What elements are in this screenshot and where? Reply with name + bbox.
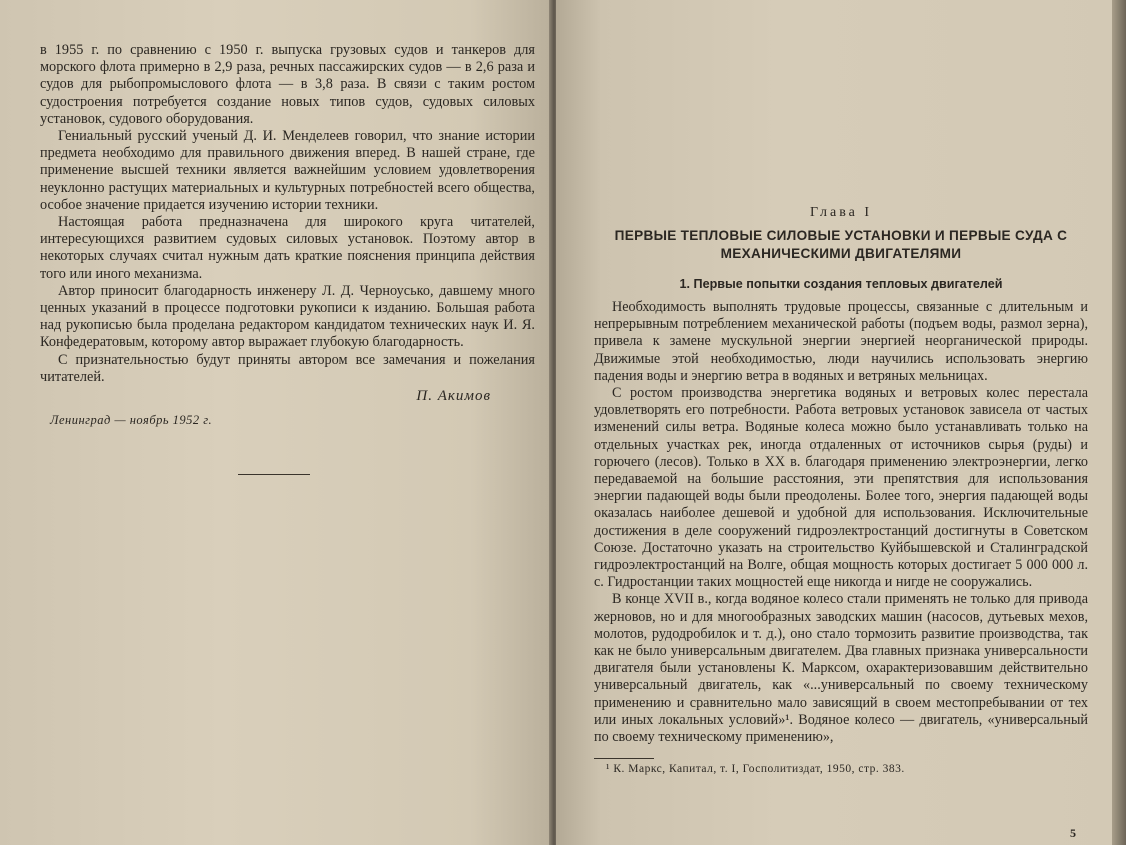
right-page bbox=[556, 0, 1118, 845]
end-rule bbox=[238, 474, 310, 475]
left-paragraph-3: Настоящая работа предназначена для широкого круга читателей, интересующихся развитием судовых силовых установок. Поэтому автор в некоторых случаях считал нужным дать краткие пояснения принципа действия того или иного механизма. bbox=[40, 214, 535, 282]
author-signature: П. Акимов bbox=[416, 388, 491, 405]
right-paragraph-2: С ростом производства энергетика водяных и ветровых колес перестала удовлетворять его потребности. Работа ветровых установок зависела от частых изменений силы ветра. Водяные колеса можно было устанавливать только на отдельных участках рек, иногда отдаленных от источников сырья (руды) и горючего (лесов). Только в XX в. благодаря применению электроэнергии, легко передаваемой на большие расстояния, эти препятствия для использования энергии падающей воды были преодолены. Более того, энергия падающей воды оказалась наиболее дешевой и удобной для использования. Исключительные достижения в деле сооружений гидроэлектростанций достигнуты в Советском Союзе. Достаточно указать на строительство Куйбышевской и Сталинградской гидроэлектростанций на Волге, общая мощность которых достигает 5 000 000 л. с. Гидростанции таких мощностей еще никогда и нигде не сооружались. bbox=[594, 385, 1088, 591]
page-number: 5 bbox=[1070, 826, 1076, 840]
left-paragraph-2: Гениальный русский ученый Д. И. Менделеев говорил, что знание истории предмета необходимо для правильного движения вперед. В нашей стране, где применение высшей техники является важнейшим условием удовлетворения неуклонно растущих материальных и культурных потребностей всего общества, особое значение придается изучению истории техники. bbox=[40, 128, 535, 213]
left-paragraph-5: С признательностью будут приняты автором все замечания и пожелания читателей. bbox=[40, 351, 535, 385]
footnote: ¹ К. Маркс, Капитал, т. I, Госполитиздат, 1950, стр. 383. bbox=[606, 763, 905, 776]
left-paragraph-4: Автор приносит благодарность инженеру Л. Д. Черноусько, давшему много ценных указаний в процессе подготовки рукописи к изданию. Большая работа над рукописью была проделана редактором кандидатом технических наук И. Я. Конфедератовым, которому автор выражает глубокую благодарность. bbox=[40, 282, 535, 351]
left-paragraph-1: в 1955 г. по сравнению с 1950 г. выпуска грузовых судов и танкеров для морского флота примерно в 2,9 раза, речных пассажирских судов — в 2,6 раза и судов для рыбопромыслового флота — в 3,8 раза. В связи с таким ростом судостроения потребуется создание новых типов судов, судовых силовых установок, судового оборудования. bbox=[40, 42, 535, 127]
section-title: 1. Первые попытки создания тепловых двигателей bbox=[679, 277, 1003, 291]
footnote-rule bbox=[594, 758, 654, 759]
right-paragraph-3: В конце XVII в., когда водяное колесо стали применять не только для привода жерновов, но и для многообразных заводских машин (насосов, дутьевых мехов, молотов, рудодробилок и т. д.), оно стало тормозить развитие производства, так как не было универсальным двигателем. Два главных признака универсальности двигателя были установлены К. Марксом, охарактеризовавшим действительно универсальный двигатель, как «...универсальный по своему техническому применению и сравнительно мало зависящий в своем местопребывании от тех или иных локальных условий»¹. Водяное колесо — двигатель, «универсальный по своему техническому применению», bbox=[594, 591, 1088, 746]
place-date: Ленинград — ноябрь 1952 г. bbox=[50, 413, 213, 428]
book-edge bbox=[1112, 0, 1126, 845]
left-page bbox=[0, 0, 553, 845]
chapter-label: Глава I bbox=[809, 205, 873, 220]
right-paragraph-1: Необходимость выполнять трудовые процессы, связанные с длительным и непрерывным потреблением механической работы (подъем воды, размол зерна), привела к замене мускульной энергии энергией неорганической природы. Движимые этой необходимостью, люди научились использовать энергию падения воды и энергию ветра в водяных и ветряных мельницах. bbox=[594, 299, 1088, 384]
chapter-title: ПЕРВЫЕ ТЕПЛОВЫЕ СИЛОВЫЕ УСТАНОВКИ И ПЕРВЫЕ СУДА С МЕХАНИЧЕСКИМИ ДВИГАТЕЛЯМИ bbox=[614, 228, 1068, 261]
